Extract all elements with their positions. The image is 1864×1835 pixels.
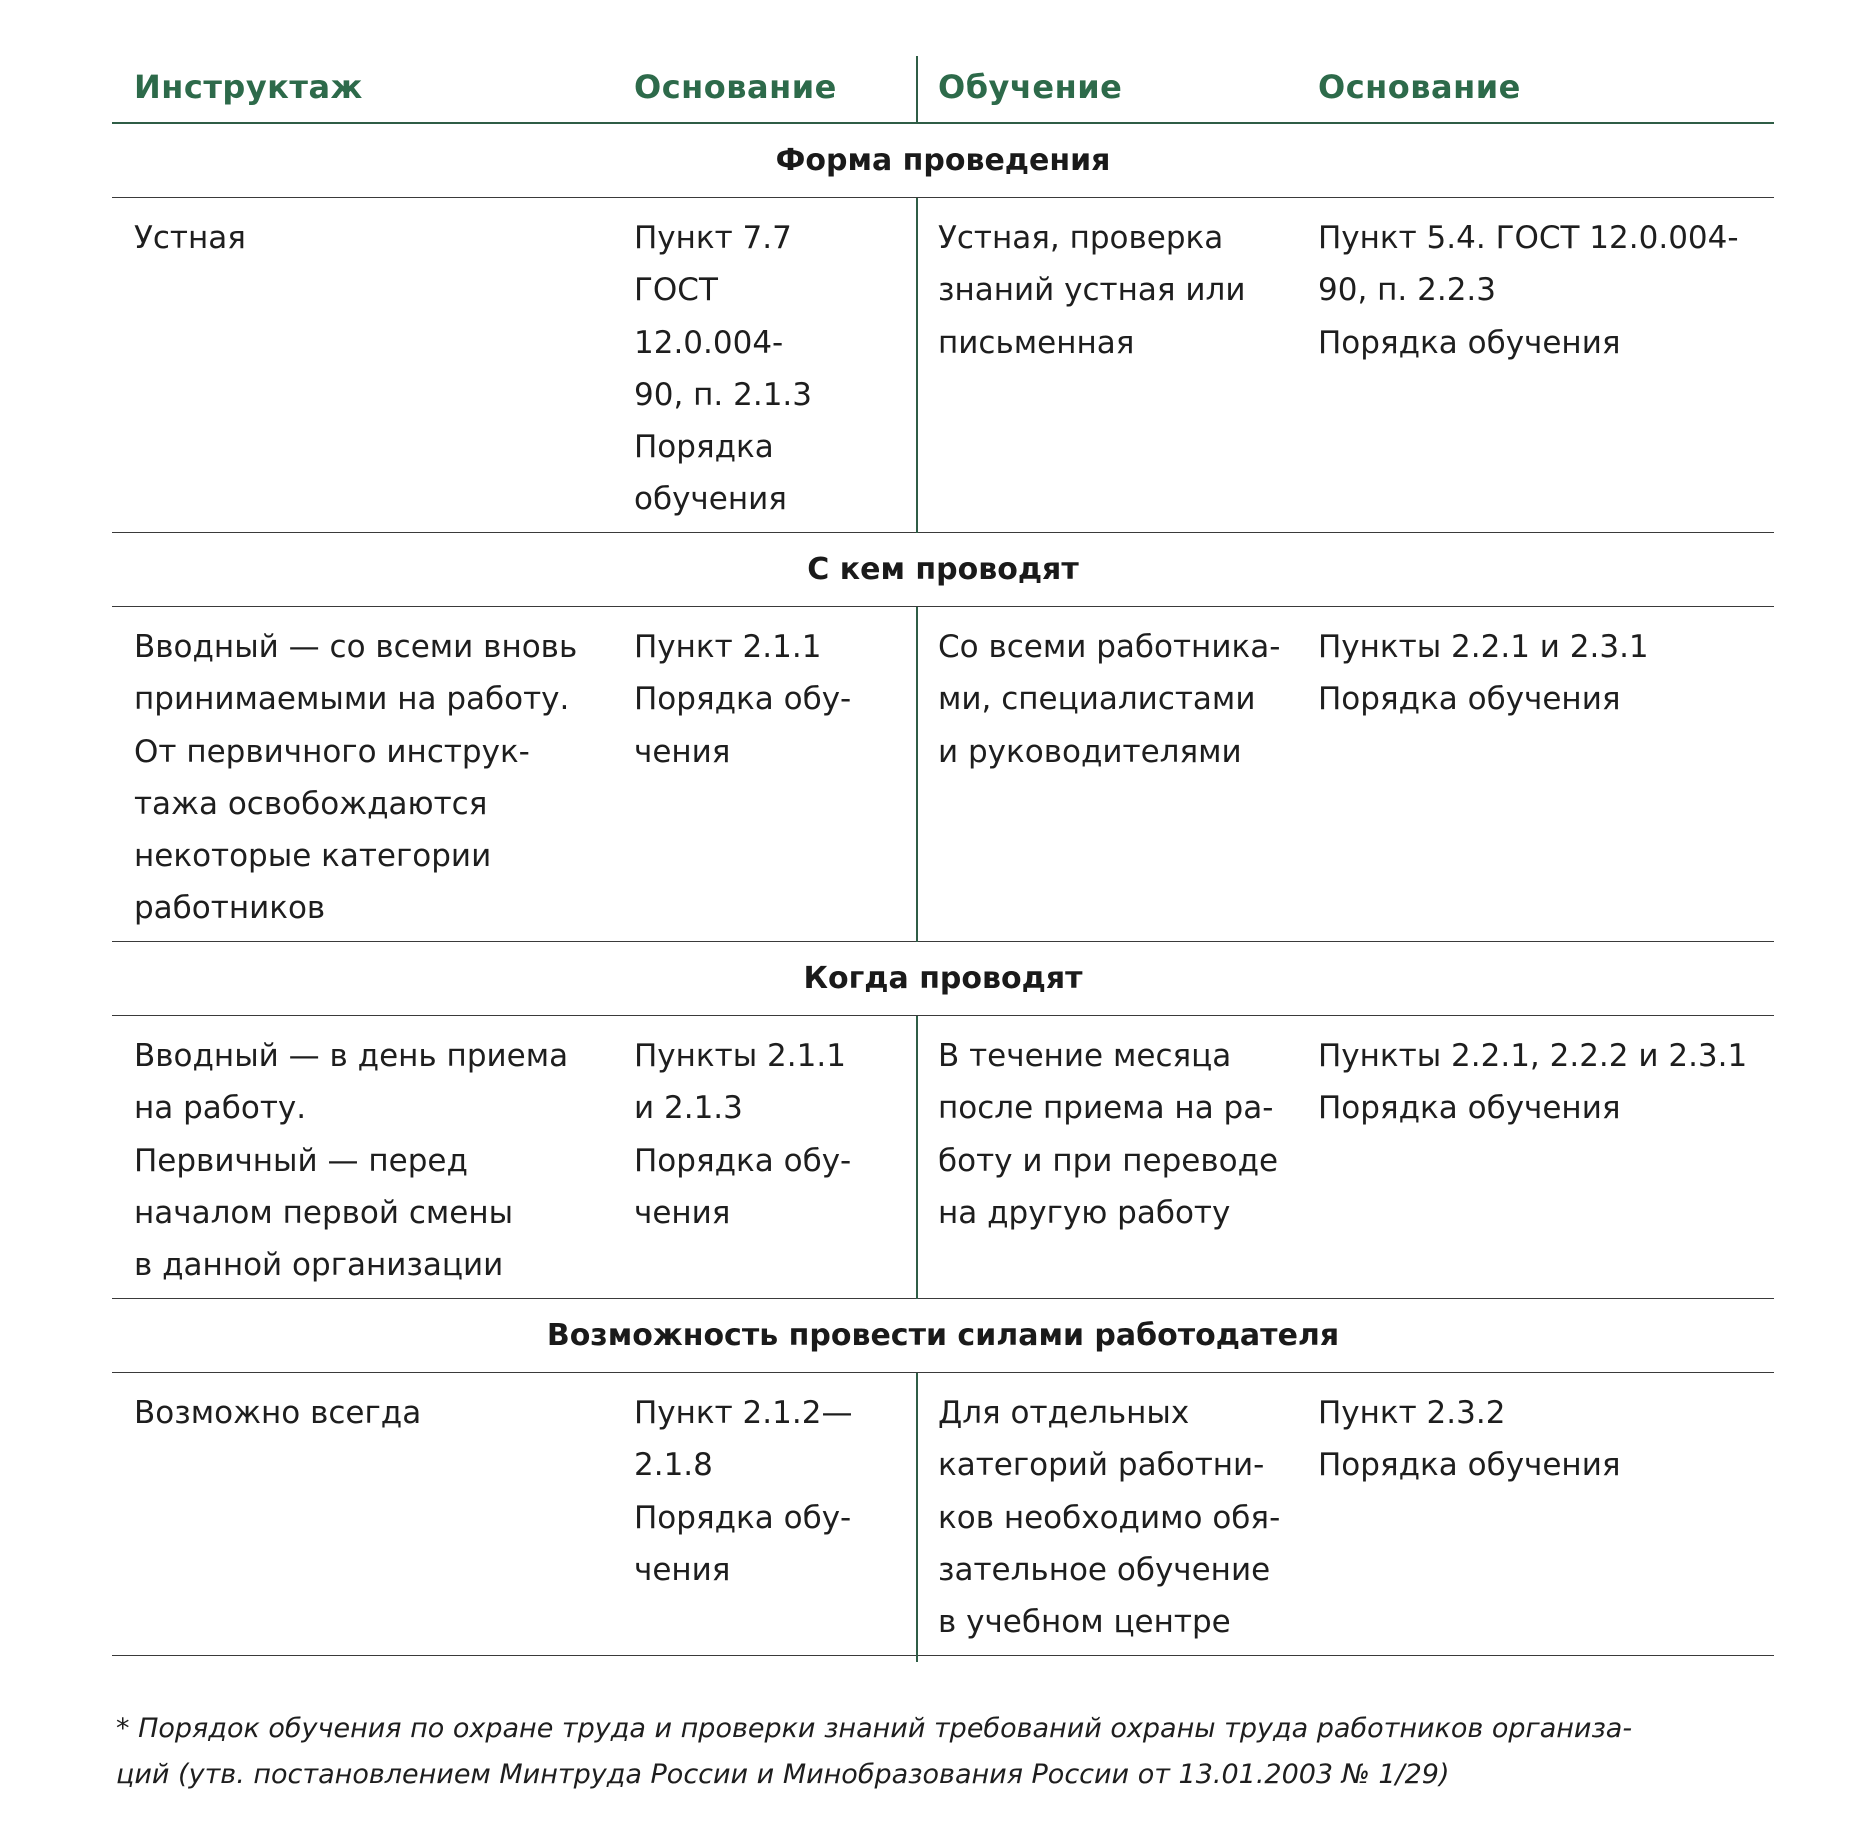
cell-basis-2: Пункты 2.2.1, 2.2.2 и 2.3.1 Порядка обучения — [1318, 1038, 1748, 1127]
cell-basis-2: Пункты 2.2.1 и 2.3.1 Порядка обучения — [1318, 629, 1649, 718]
cell-instruction: Устная — [134, 220, 246, 256]
cell-basis-1: Пункты 2.1.1 и 2.1.3 Порядка обу- чения — [634, 1038, 852, 1231]
column-divider — [916, 56, 918, 1662]
section-title: Возможность провести силами работодателя — [112, 1299, 1774, 1373]
cell-training: Устная, проверка знаний устная или письменная — [938, 220, 1246, 361]
cell-basis-2: Пункт 5.4. ГОСТ 12.0.004- 90, п. 2.2.3 Порядка обучения — [1318, 220, 1739, 361]
header-instruction: Инструктаж — [134, 68, 363, 106]
cell-basis-1: Пункт 2.1.2— 2.1.8 Порядка обу- чения — [634, 1395, 853, 1588]
cell-basis-1: Пункт 2.1.1 Порядка обу- чения — [634, 629, 852, 770]
table-row — [112, 607, 1774, 942]
cell-training: Для отдельных категорий работни- ков необходимо обя- зательное обучение в учебном центре — [938, 1395, 1281, 1641]
header-basis-2: Основание — [1318, 68, 1521, 106]
table-header — [112, 52, 1774, 124]
table-row — [112, 1373, 1774, 1656]
cell-basis-2: Пункт 2.3.2 Порядка обучения — [1318, 1395, 1621, 1484]
comparison-table — [112, 52, 1774, 1656]
cell-instruction: Возможно всегда — [134, 1395, 422, 1431]
cell-training: В течение месяца после приема на ра- боту и при переводе на другую работу — [938, 1038, 1279, 1231]
table-row — [112, 1016, 1774, 1299]
footnote: * Порядок обучения по охране труда и проверки знаний требований охраны труда работников организа- ций (утв. постановлением Минтруда России и Минобразования России от 13.01.2003 № 1/29) — [116, 1713, 1633, 1790]
cell-instruction: Вводный — со всеми вновь принимаемыми на работу. От первичного инструк- тажа освобождаются некоторые категории работников — [134, 629, 578, 927]
section-title: Когда проводят — [112, 942, 1774, 1016]
cell-training: Со всеми работника- ми, специалистами и руководителями — [938, 629, 1281, 770]
header-basis-1: Основание — [634, 68, 837, 106]
header-training: Обучение — [938, 68, 1123, 106]
section-title: С кем проводят — [112, 533, 1774, 607]
cell-basis-1: Пункт 7.7 ГОСТ 12.0.004- 90, п. 2.1.3 Порядка обучения — [634, 220, 813, 518]
section-title: Форма проведения — [112, 124, 1774, 198]
table-row — [112, 198, 1774, 533]
cell-instruction: Вводный — в день приема на работу. Первичный — перед началом первой смены в данной организации — [134, 1038, 569, 1284]
